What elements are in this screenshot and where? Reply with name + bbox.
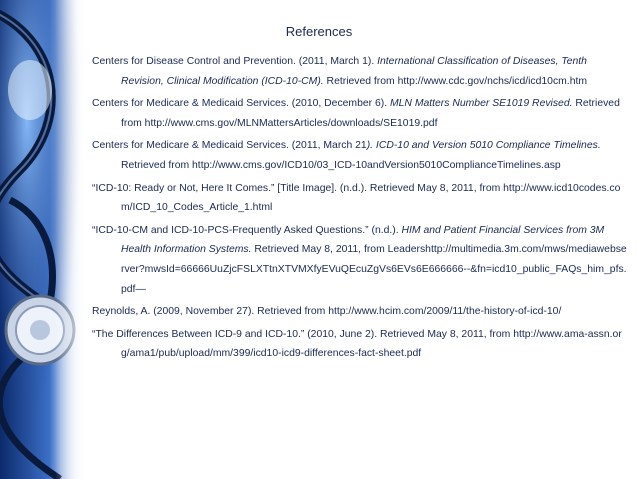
reference-item: [92, 52, 630, 91]
reference-url[interactable]: http://www.cms.gov/MLNMattersArticles/downloads/SE1019.pdf: [144, 117, 438, 129]
reference-author: Centers for Disease Control and Prevention. (2011, March 1).: [92, 56, 378, 67]
reference-url[interactable]: http://www.ama-assn.org/ama1/pub/upload/mm/399/icd10-icd9-differences-fact-sheet.pdf: [121, 328, 622, 360]
reference-author: “ICD-10: Ready or Not, Here It Comes.” [Title Image]. (n.d.). Retrieved May 8, 2011, from: [92, 182, 504, 194]
reference-title: MLN Matters Number SE1019 Revised.: [390, 98, 573, 110]
stethoscope-icon: [0, 0, 90, 479]
reference-author: “The Differences Between ICD-9 and ICD-10.” (2010, June 2). Retrieved May 8, 2011, from: [92, 328, 514, 340]
reference-author: Reynolds, A. (2009, November 27). Retrieved from: [92, 306, 329, 318]
reference-author: Centers for Medicare & Medicaid Services. (2010, December 6).: [92, 98, 390, 110]
reference-item: [92, 94, 630, 133]
reference-url[interactable]: http://www.icd10codes.com/ICD_10_Codes_Article_1.html: [121, 182, 621, 214]
reference-title: HIM and Patient Financial Services from 3M Health Information Systems.: [121, 224, 605, 256]
reference-item: [92, 136, 630, 175]
reference-item: [92, 325, 630, 364]
reference-title: ). ICD-10 and Version 5010 Compliance Timelines.: [366, 140, 601, 152]
reference-url[interactable]: http://www.cms.gov/ICD10/03_ICD-10andVersion5010ComplianceTimelines.asp: [192, 159, 561, 171]
reference-item: [92, 302, 630, 322]
reference-title: International Classification of Diseases, Tenth Revision, Clinical Modification (ICD-10-CM).: [121, 56, 587, 87]
slide-title: References: [285, 24, 353, 39]
reference-retrieved: Retrieved May 8, 2011, from: [251, 244, 388, 256]
reference-author: “ICD-10-CM and ICD-10-PCS-Frequently Asked Questions.” (n.d.).: [92, 224, 402, 236]
reference-item: [92, 179, 630, 218]
reference-url[interactable]: http://www.hcim.com/2009/11/the-history-of-icd-10/: [328, 306, 562, 318]
reference-retrieved: Retrieved from: [323, 75, 398, 87]
reference-list: [92, 52, 630, 367]
reference-author: Centers for Medicare & Medicaid Services. (2011, March 21: [92, 140, 367, 152]
reference-item: [92, 221, 630, 299]
reference-retrieved: Retrieved from: [121, 159, 193, 171]
reference-retrieved: Retrieved from: [121, 98, 620, 129]
reference-url[interactable]: http://www.cdc.gov/nchs/icd/icd10cm.htm: [397, 75, 588, 87]
reference-url[interactable]: Leadershttp://multimedia.3m.com/mws/mediawebserver?mwsId=66666UuZjcFSLXTtnXTVMXfyEVuQEcuZgVs6EVs6E666666--&fn=icd10_public_FAQs_him_pfs.pdf—: [121, 244, 627, 295]
stethoscope-background-image: [0, 0, 90, 479]
